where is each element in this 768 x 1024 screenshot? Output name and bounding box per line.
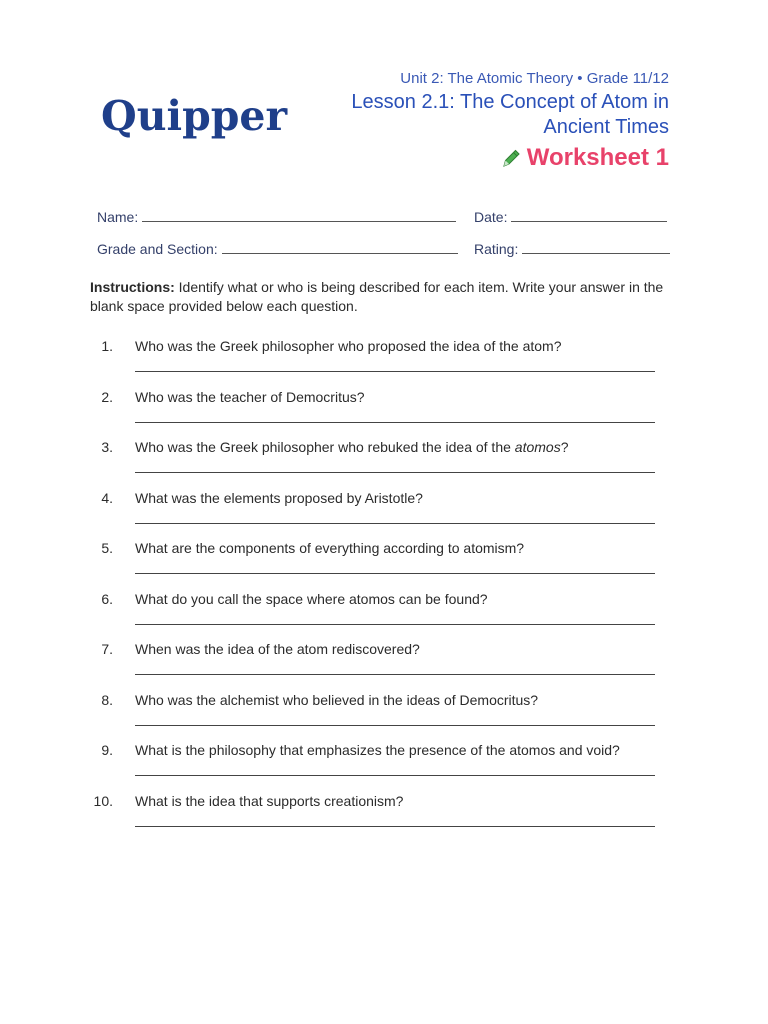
lesson-title: Lesson 2.1: The Concept of Atom in Ancient Times [351,91,669,138]
answer-line[interactable] [135,422,655,423]
worksheet-title: Worksheet 1 [526,144,669,171]
question-item [90,740,670,791]
question-item [90,488,670,539]
question-text: What are the components of everything according to atomism? [135,540,525,556]
student-info-fields [97,200,677,264]
name-label: Name: [97,208,139,225]
question-number: 1. [101,338,113,354]
question-number: 8. [101,691,113,708]
grade-section-label: Grade and Section: [97,240,218,257]
question-text: Who was the alchemist who believed in the ideas of Democritus? [135,691,539,708]
question-text: Who was the Greek philosopher who proposed the idea of the atom? [135,338,562,354]
date-field[interactable] [511,208,667,222]
answer-line[interactable] [135,472,655,473]
rating-field[interactable] [522,240,670,254]
question-item [90,589,670,640]
question-text: Who was the teacher of Democritus? [135,388,365,405]
question-text: What is the philosophy that emphasizes the presence of the atomos and void? [135,742,620,758]
question-number: 10. [93,792,113,809]
question-number: 6. [101,590,113,607]
answer-line[interactable] [135,725,655,726]
answer-line[interactable] [135,674,655,675]
question-text: What do you call the space where atomos can be found? [135,590,488,607]
question-text: What is the idea that supports creationism? [135,792,404,809]
question-number: 9. [101,742,113,758]
question-item [90,639,670,690]
question-number: 4. [101,489,113,506]
pencil-icon [501,147,521,169]
name-field[interactable] [142,208,456,222]
answer-line[interactable] [135,573,655,574]
answer-line[interactable] [135,775,655,776]
quipper-logo: Quipper [101,92,288,140]
question-item [90,690,670,741]
question-text-part: Who was the Greek philosopher who rebuked the idea of the [135,439,515,455]
unit-line: Unit 2: The Atomic Theory • Grade 11/12 [400,70,669,87]
question-text: What was the elements proposed by Aristotle? [135,489,423,506]
worksheet-header [289,68,669,174]
question-item [90,791,670,842]
answer-line[interactable] [135,826,655,827]
instructions [90,278,680,316]
question-number: 3. [101,439,113,455]
date-label: Date: [474,208,508,225]
answer-line[interactable] [135,371,655,372]
question-text-part: ? [560,439,569,455]
question-item [90,387,670,438]
question-text [135,439,569,455]
question-number: 2. [101,388,113,405]
question-number: 7. [101,641,113,657]
instructions-label: Instructions: [90,279,175,295]
answer-line[interactable] [135,624,655,625]
question-list [90,336,670,841]
question-item [90,538,670,589]
question-text: When was the idea of the atom rediscovered? [135,641,420,657]
question-item [90,437,670,488]
rating-label: Rating: [474,240,519,257]
instructions-text: Identify what or who is being described for each item. Write your answer in the blank space provided below each question. [90,279,664,314]
question-item [90,336,670,387]
worksheet-title-row [289,142,669,174]
answer-line[interactable] [135,523,655,524]
grade-section-field[interactable] [222,240,458,254]
question-number: 5. [101,540,113,556]
question-text-emphasis: atomos [514,439,561,455]
